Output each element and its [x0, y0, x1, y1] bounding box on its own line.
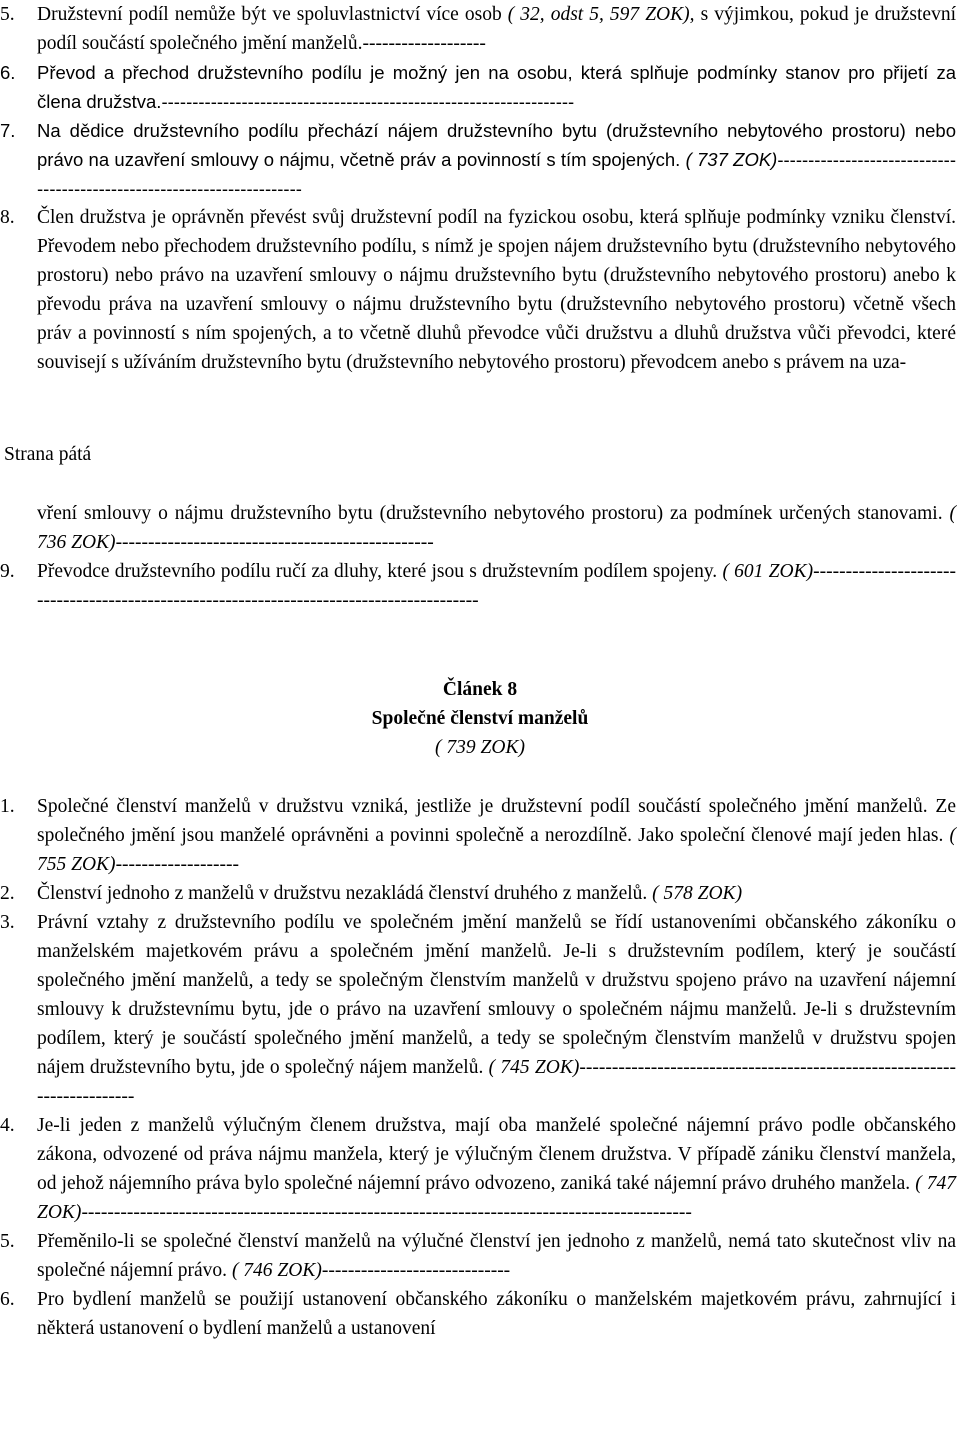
paragraph-text: Družstevní podíl nemůže být ve spoluvlastnictví více osob: [37, 4, 508, 25]
dash-filler: -------------------------------------------------------------------: [161, 91, 575, 112]
dash-filler: ----------------------------------------------------------------------------------------------: [81, 1202, 692, 1223]
item-text: Členství jednoho z manželů v družstvu nezakládá členství druhého z manželů.: [37, 883, 653, 904]
page-footer-label: Strana pátá: [4, 444, 92, 465]
article-number: Článek 8: [442, 679, 518, 700]
paragraph-7: [0, 116, 956, 203]
paragraph-6: [0, 58, 956, 116]
article-item-2: [0, 879, 956, 908]
item-number: 1.: [0, 796, 15, 817]
law-citation: ( 746 ZOK): [231, 1260, 322, 1281]
paragraph-text: Člen družstva je oprávněn převést svůj družstevní podíl na fyzickou osobu, která splňuje podmínky vzniku členství. Převodem nebo přechodem družstevního podílu, s nímž je spojen nájem družstevního bytu (družstevního nebytového prostoru) nebo právo na uzavření smlouvy o nájmu družstevního bytu (družstevního nebytového prostoru) anebo k převodu práva na uzavření smlouvy o nájmu družstevního bytu (družstevního nebytového prostoru) včetně všech práv a povinností s ním spojených, a to včetně dluhů převodce vůči družstvu a dluhů družstva vůči převodci, které souvisejí s užíváním družstevního bytu (družstevního nebytového prostoru) převodcem anebo s právem na uza-: [37, 207, 956, 373]
paragraph-text: Na dědice družstevního podílu přechází nájem družstevního bytu (družstevního nebytového prostoru) nebo právo na uzavření smlouvy o nájmu, včetně práv a povinností s tím spojených.: [37, 120, 956, 170]
article-item-6: [0, 1285, 956, 1343]
item-number: 2.: [0, 883, 15, 904]
article-items: [0, 792, 956, 1343]
article-item-5: [0, 1227, 956, 1285]
article-heading: [0, 675, 960, 762]
law-citation: ( 32, odst 5, 597 ZOK),: [507, 4, 695, 25]
paragraph-8-continued: [0, 499, 956, 557]
paragraph-5: [0, 0, 956, 58]
dash-filler: -------------------------------------------------------------------------: [37, 1057, 956, 1107]
item-text: Právní vztahy z družstevního podílu ve společném jmění manželů se řídí ustanoveními občanského zákoníku o manželském majetkovém právu a společném jmění manželů. Je-li s družstevním podílem, který je součástí společného jmění manželů, a tedy se společným členstvím manželů v družstvu spojeno právo na uzavření nájemní smlouvy k družstevnímu bytu, jde o právo na uzavření smlouvy o společném nájmu manželů. Je-li s družstevním podílem, který je součástí společného jmění manželů, a tedy se společným členstvím manželů v družstvu spojen nájem družstevního bytu, jde o společný nájem manželů.: [37, 912, 956, 1078]
article-citation: ( 739 ZOK): [435, 737, 525, 758]
dash-filler: -------------------------------------------------: [115, 532, 434, 553]
item-text: Společné členství manželů v družstvu vzniká, jestliže je družstevní podíl součástí společného jmění manželů. Ze společného jmění jsou manželé oprávněni a povinni společně a nerozdílně. Jako společní členové mají jeden hlas.: [37, 796, 956, 846]
article-title: Společné členství manželů: [371, 708, 589, 729]
law-citation: ( 747 ZOK): [37, 1173, 956, 1223]
article-item-1: [0, 792, 956, 879]
law-citation: ( 745 ZOK): [488, 1057, 580, 1078]
dash-filler: -----------------------------: [321, 1260, 511, 1281]
item-text: Přeměnilo-li se společné členství manželů na výlučné členství jen jednoho z manželů, nemá tato skutečnost vliv na společné nájemní právo.: [37, 1231, 956, 1281]
law-citation: ( 736 ZOK): [37, 503, 956, 553]
paragraph-text: Převodce družstevního podílu ručí za dluhy, které jsou s družstevním podílem spojeny.: [37, 561, 723, 582]
paragraph-text: vření smlouvy o nájmu družstevního bytu (družstevního nebytového prostoru) za podmínek určených stanovami.: [37, 503, 950, 524]
top-section: [0, 0, 956, 377]
item-number: 4.: [0, 1115, 15, 1136]
paragraph-number: 9.: [0, 561, 15, 582]
dash-filler: ------------------------------------------------------------------------: [37, 149, 957, 199]
paragraph-9: [0, 557, 956, 615]
article-item-4: [0, 1111, 956, 1227]
law-citation: ( 755 ZOK): [37, 825, 956, 875]
paragraph-text-cont: s výjimkou, pokud je družstevní podíl součástí společného jmění manželů.: [37, 4, 956, 54]
item-number: 3.: [0, 912, 15, 933]
item-text: Pro bydlení manželů se použijí ustanovení občanského zákoníku o manželském majetkovém právu, zahrnující i některá ustanovení o bydlení manželů a ustanovení: [37, 1289, 956, 1339]
law-citation: ( 601 ZOK): [722, 561, 814, 582]
law-citation: ( 578 ZOK): [652, 883, 743, 904]
item-number: 5.: [0, 1231, 15, 1252]
paragraph-text: Převod a přechod družstevního podílu je možný jen na osobu, která splňuje podmínky stanov pro přijetí za člena družstva.: [37, 62, 956, 112]
continuation-section: [0, 499, 956, 615]
item-text: Je-li jeden z manželů výlučným členem družstva, mají oba manželé společné nájemní právo podle občanského zákona, odvozené od práva nájmu manžela, který je výlučným členem družstva. V případě zániku členství manžela, od jehož nájemního práva bylo společné nájemní právo odvozeno, zaniká také nájemní právo druhého manžela.: [37, 1115, 956, 1194]
paragraph-number: 5.: [0, 4, 15, 25]
paragraph-number: 6.: [0, 62, 16, 83]
paragraph-8: [0, 203, 956, 377]
dash-filler: -------------------: [115, 854, 239, 875]
article-item-3: [0, 908, 956, 1111]
item-number: 6.: [0, 1289, 15, 1310]
dash-filler: -------------------: [362, 33, 486, 54]
paragraph-number: 7.: [0, 120, 16, 141]
dash-filler: ------------------------------------------------------------------------------------------: [37, 561, 956, 611]
paragraph-number: 8.: [0, 207, 15, 228]
law-citation: ( 737 ZOK): [685, 149, 778, 170]
